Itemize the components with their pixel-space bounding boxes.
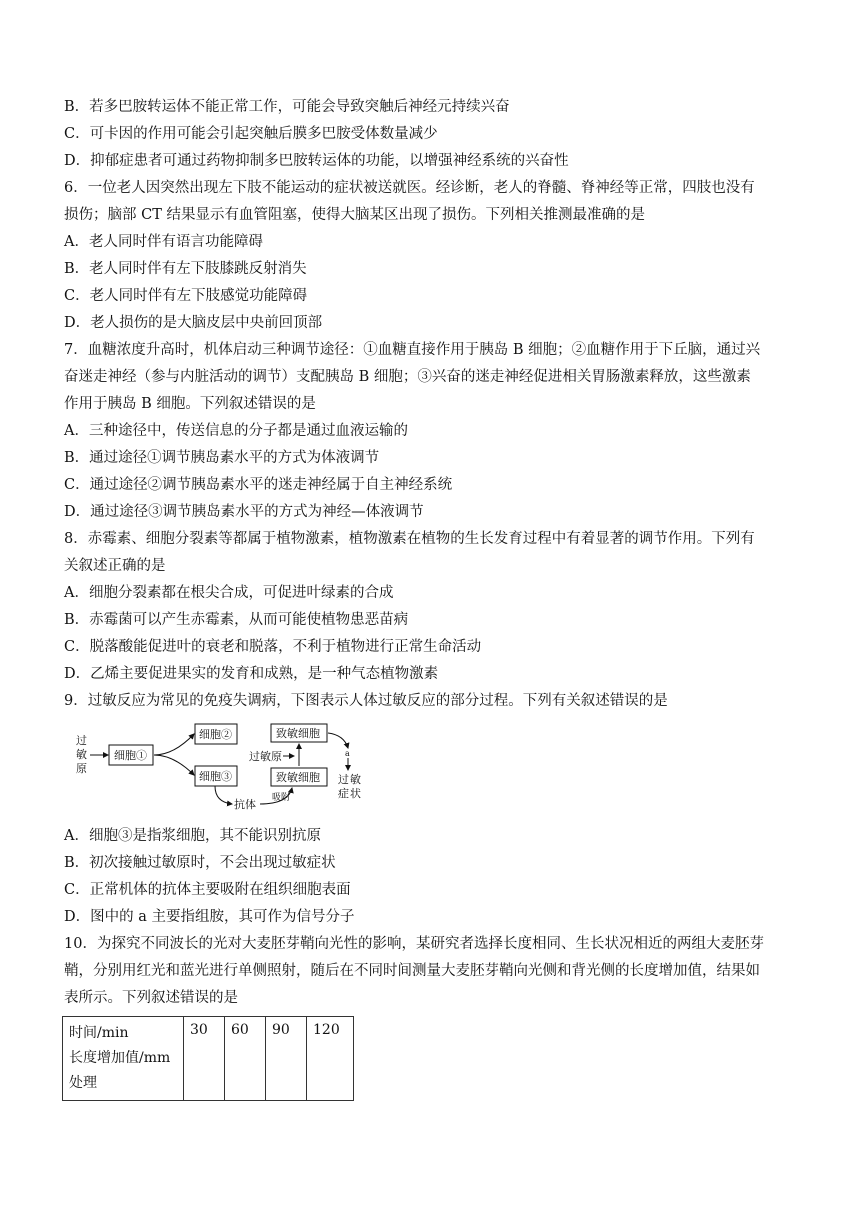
- table-row: [63, 1017, 354, 1101]
- q6-option-b: B．老人同时伴有左下肢膝跳反射消失: [64, 261, 307, 277]
- time-120-cell: 120: [307, 1017, 354, 1101]
- symptom-label-char: 状: [350, 787, 361, 800]
- time-30-cell: 30: [184, 1017, 225, 1101]
- q6-option-a: A．老人同时伴有语言功能障碍: [64, 234, 263, 250]
- q8-stem-line-1: 8．赤霉素、细胞分裂素等都属于植物激素，植物激素在植物的生长发育过程中有着显著的调节作用。下列有: [64, 531, 755, 547]
- adsorb-label: 吸附: [272, 793, 291, 803]
- cell3-label: 细胞③: [199, 770, 232, 783]
- allergen-label-char: 过: [76, 734, 87, 747]
- q10-results-table: [62, 1016, 354, 1101]
- q6-option-d: D．老人损伤的是大脑皮层中央前回顶部: [64, 315, 323, 331]
- arrow-cell1-to-cell3: [154, 755, 194, 775]
- time-90-cell: 90: [266, 1017, 307, 1101]
- q8-option-c: C．脱落酸能促进叶的衰老和脱落，不利于植物进行正常生命活动: [64, 639, 482, 655]
- q6-option-c: C．老人同时伴有左下肢感觉功能障碍: [64, 288, 308, 304]
- q7-stem-line-3: 作用于胰岛 B 细胞。下列叙述错误的是: [64, 396, 316, 412]
- q9-option-d: D．图中的 a 主要指组胺，其可作为信号分子: [64, 909, 355, 925]
- q7-stem-line-1: 7．血糖浓度升高时，机体启动三种调节途径：①血糖直接作用于胰岛 B 细胞；②血糖作用于下丘脑，通过兴: [64, 342, 761, 358]
- q8-option-d: D．乙烯主要促进果实的发育和成熟，是一种气态植物激素: [64, 666, 439, 682]
- sensitized-cell-top-label: 致敏细胞: [276, 727, 320, 740]
- q9-option-a: A．细胞③是指浆细胞，其不能识别抗原: [64, 828, 321, 844]
- header-length-label: 长度增加值/mm: [69, 1050, 171, 1066]
- table-header-cell: [63, 1017, 184, 1101]
- sensitized-cell-bottom-label: 致敏细胞: [276, 771, 320, 784]
- q5-option-b: B．若多巴胺转运体不能正常工作，可能会导致突触后神经元持续兴奋: [64, 99, 510, 115]
- symptom-label-char: 过: [338, 773, 349, 786]
- q9-option-c: C．正常机体的抗体主要吸附在组织细胞表面: [64, 882, 351, 898]
- allergen-mid-label: 过敏原: [249, 750, 282, 763]
- q10-stem-line-3: 表所示。下列叙述错误的是: [64, 990, 238, 1006]
- q5-option-c: C．可卡因的作用可能会引起突触后膜多巴胺受体数量减少: [64, 126, 438, 142]
- q10-stem-line-1: 10．为探究不同波长的光对大麦胚芽鞘向光性的影响，某研究者选择长度相同、生长状况相近的两组大麦胚芽: [64, 936, 764, 952]
- header-time-label: 时间/min: [69, 1025, 129, 1041]
- symptom-label-char: 症: [338, 787, 349, 800]
- allergy-process-diagram: [74, 722, 374, 814]
- cell1-label: 细胞①: [114, 749, 147, 762]
- header-treatment-label: 处理: [69, 1075, 97, 1091]
- q7-stem-line-2: 奋迷走神经（参与内脏活动的调节）支配胰岛 B 细胞；③兴奋的迷走神经促进相关胃肠激素释放，这些激素: [64, 369, 751, 385]
- q5-option-d: D．抑郁症患者可通过药物抑制多巴胺转运体的功能，以增强神经系统的兴奋性: [64, 153, 569, 169]
- q8-stem-line-2: 关叙述正确的是: [64, 558, 166, 574]
- q10-stem-line-2: 鞘，分别用红光和蓝光进行单侧照射，随后在不同时间测量大麦胚芽鞘向光侧和背光侧的长度增加值，结果如: [64, 963, 760, 979]
- q6-stem-line-1: 6．一位老人因突然出现左下肢不能运动的症状被送就医。经诊断，老人的脊髓、脊神经等正常，四肢也没有: [64, 180, 755, 196]
- arrow-cell3-to-antibody: [215, 786, 232, 804]
- q9-option-b: B．初次接触过敏原时，不会出现过敏症状: [64, 855, 336, 871]
- cell2-label: 细胞②: [199, 728, 232, 741]
- time-60-cell: 60: [225, 1017, 266, 1101]
- q9-stem: 9．过敏反应为常见的免疫失调病，下图表示人体过敏反应的部分过程。下列有关叙述错误的是: [64, 693, 668, 709]
- q8-option-b: B．赤霉菌可以产生赤霉素，从而可能使植物患恶苗病: [64, 612, 409, 628]
- q8-option-a: A．细胞分裂素都在根尖合成，可促进叶绿素的合成: [64, 585, 394, 601]
- arrow-sensitized-to-a: [328, 733, 348, 748]
- symptom-label-char: 敏: [350, 773, 361, 786]
- antibody-label: 抗体: [234, 798, 256, 811]
- arrow-cell1-to-cell2: [154, 734, 194, 755]
- q7-option-a: A．三种途径中，传送信息的分子都是通过血液运输的: [64, 423, 408, 439]
- a-label: a: [345, 749, 350, 758]
- allergen-label-char: 敏: [76, 748, 87, 761]
- q7-option-c: C．通过途径②调节胰岛素水平的迷走神经属于自主神经系统: [64, 477, 453, 493]
- allergen-label-char: 原: [76, 762, 87, 775]
- q7-option-b: B．通过途径①调节胰岛素水平的方式为体液调节: [64, 450, 380, 466]
- q6-stem-line-2: 损伤；脑部 CT 结果显示有血管阻塞，使得大脑某区出现了损伤。下列相关推测最准确的是: [64, 207, 645, 223]
- q7-option-d: D．通过途径③调节胰岛素水平的方式为神经—体液调节: [64, 504, 424, 520]
